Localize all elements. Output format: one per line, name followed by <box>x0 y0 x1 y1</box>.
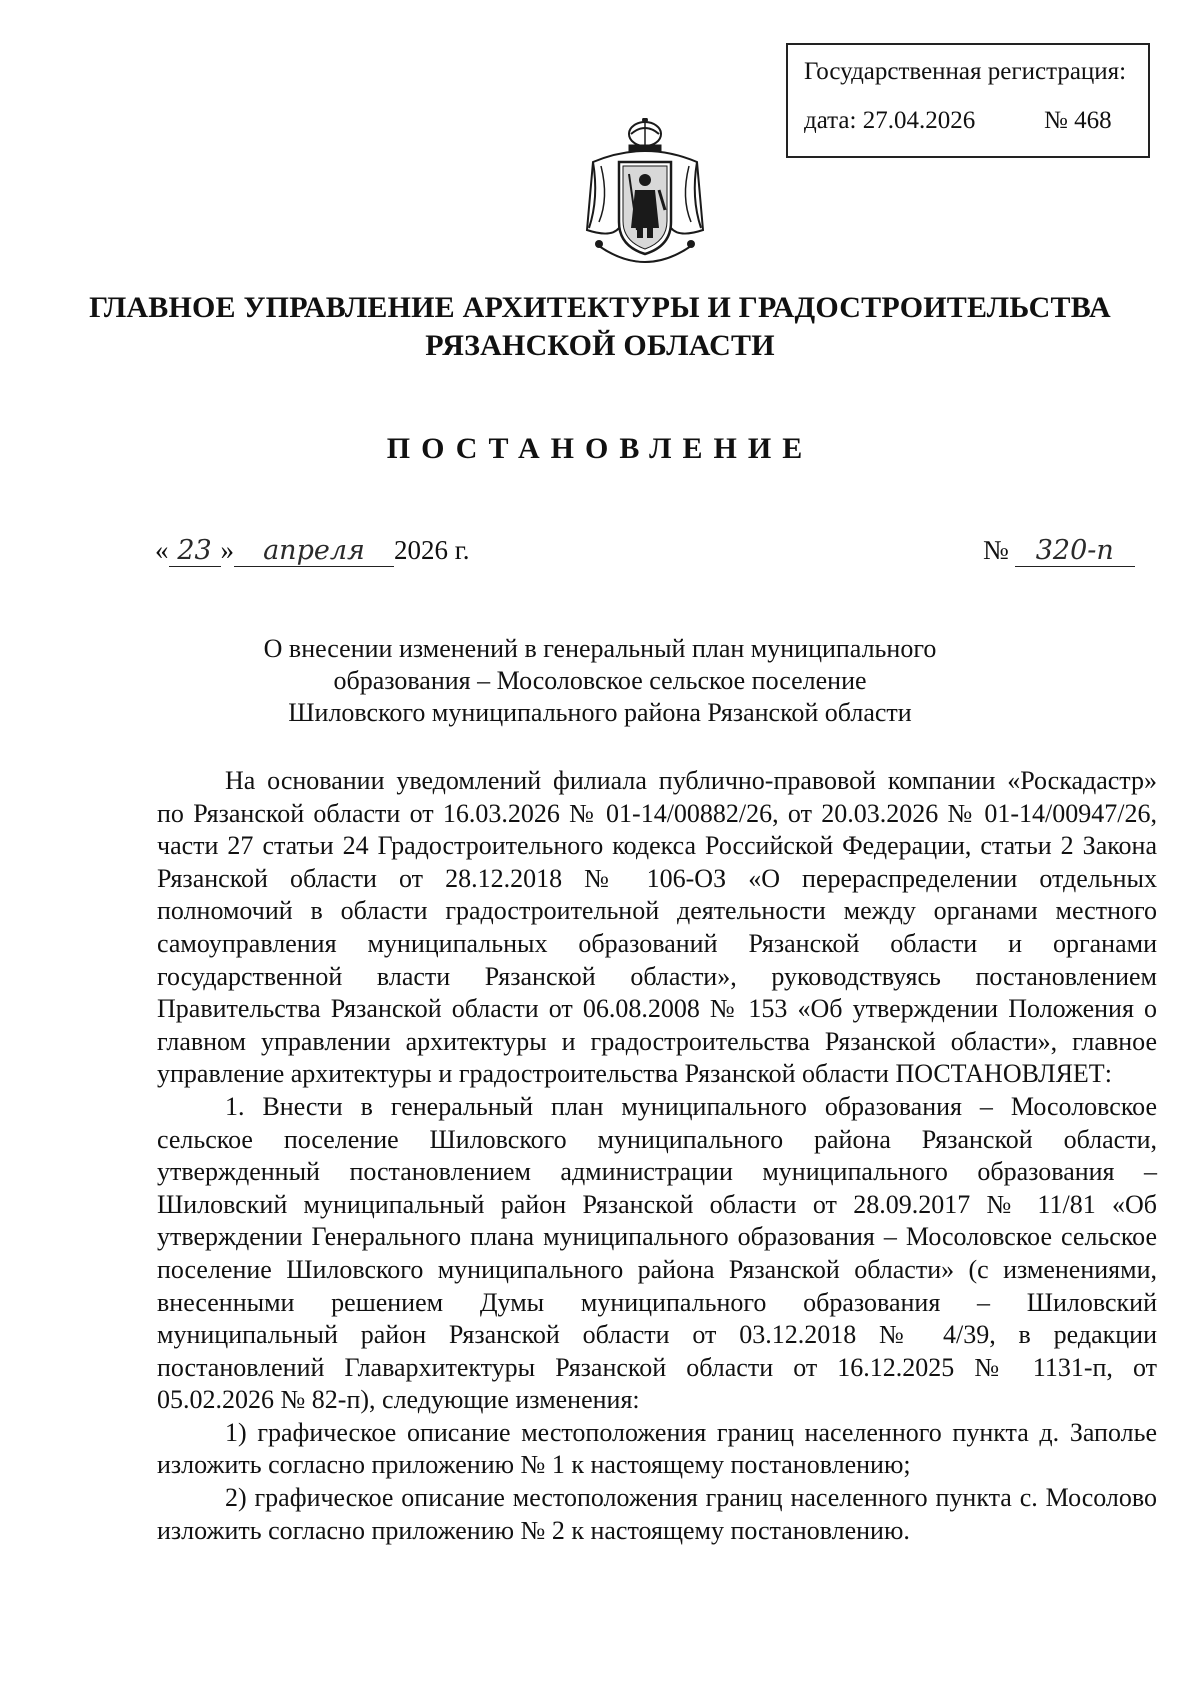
date-month-handwritten: апреля <box>234 535 394 567</box>
organization-name-line1: ГЛАВНОЕ УПРАВЛЕНИЕ АРХИТЕКТУРЫ И ГРАДОСТРОИТЕЛЬСТВА <box>89 291 1111 324</box>
registration-line <box>804 108 1148 133</box>
document-type-title: ПОСТАНОВЛЕНИЕ <box>386 432 814 465</box>
date-year: 2026 г. <box>394 535 470 565</box>
document-subject <box>0 633 1200 729</box>
coat-of-arms-icon <box>579 118 711 278</box>
number-prefix: № <box>983 535 1009 565</box>
registration-stamp <box>786 43 1150 158</box>
registration-title: Государственная регистрация: <box>804 58 1127 85</box>
date-close-quote: » <box>220 535 234 565</box>
organization-name-line2: РЯЗАНСКОЙ ОБЛАСТИ <box>425 329 775 362</box>
organization-name <box>0 289 1200 365</box>
subject-line3: Шиловского муниципального района Рязанской области <box>288 698 912 727</box>
paragraph-subitem-2: 2) графическое описание местоположения границ населенного пункта с. Мосолово изложить согласно приложению № 2 к настоящему постановлению. <box>157 1483 1157 1545</box>
subject-line1: О внесении изменений в генеральный план муниципального <box>263 634 937 663</box>
paragraph-subitem-1: 1) графическое описание местоположения границ населенного пункта д. Заполье изложить согласно приложению № 1 к настоящему постановлению; <box>157 1417 1157 1480</box>
paragraph-item-1: 1. Внести в генеральный план муниципального образования – Мосоловское сельское поселение Шиловского муниципального района Рязанской области, утвержденный постановлением администрации муниципального образования – Шиловский муниципальный район Рязанской области от 28.09.2017 № 11/81 «Об утверждении Генерального плана муниципального образования – Мосоловское сельское поселение Шиловского муниципального района Рязанской области» (с изменениями, внесенными решением Думы муниципального образования – Шиловский муниципальный район Рязанской области от 03.12.2018 № 4/39, в редакции постановлений Главархитектуры Рязанской области от 16.12.2025 № 1131-п, от 05.02.2026 № 82-п), следующие изменения: <box>157 1091 1157 1415</box>
paragraph-preamble: На основании уведомлений филиала публично-правовой компании «Роскадастр» по Рязанской области от 16.03.2026 № 01-14/00882/26, от 20.03.2026 № 01-14/00947/26, части 27 статьи 24 Градостроительного кодекса Российской Федерации, статьи 2 Закона Рязанской области от 28.12.2018 № 106-ОЗ «О перераспределении отдельных полномочий в области градостроительной деятельности между органами местного самоуправления муниципальных образований Рязанской области и органами государственной власти Рязанской области», руководствуясь постановлением Правительства Рязанской области от 06.08.2008 № 153 «Об утверждении Положения о главном управлении архитектуры и градостроительства Рязанской области», главное управление архитектуры и градостроительства Рязанской области ПОСТАНОВЛЯЕТ: <box>157 766 1157 1089</box>
registration-date: дата: 27.04.2026 <box>804 107 976 134</box>
subject-line2: образования – Мосоловское сельское поселение <box>333 666 867 695</box>
date-open-quote: « <box>155 535 169 565</box>
number-handwritten: 320-п <box>1015 535 1135 567</box>
date-day-handwritten: 23 <box>169 535 221 567</box>
registration-number: № 468 <box>1044 107 1112 134</box>
document-body <box>157 765 1157 1547</box>
document-number <box>983 535 1135 567</box>
document-date <box>155 535 470 567</box>
